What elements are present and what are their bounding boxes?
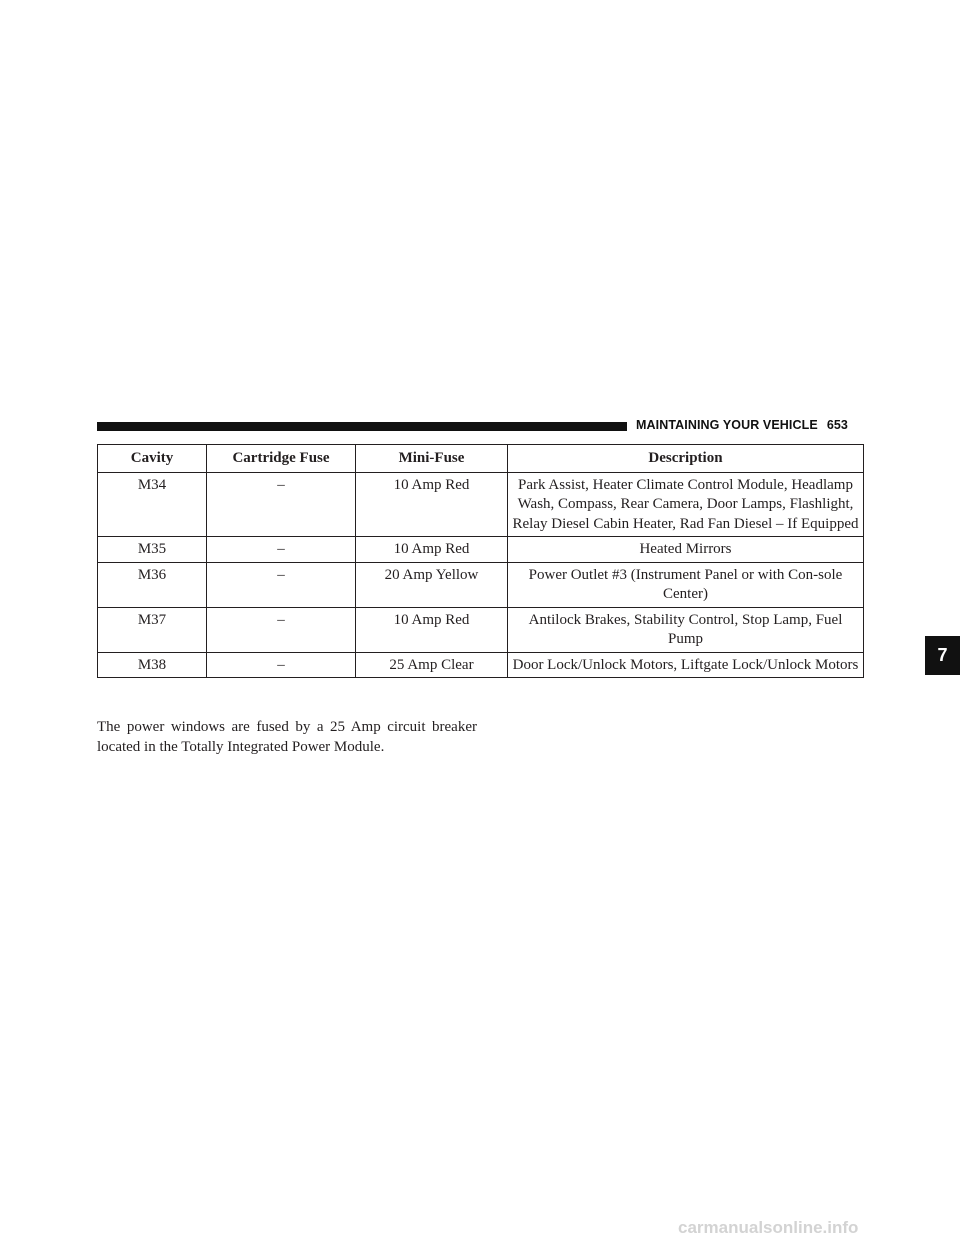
fuse-table [97, 444, 864, 678]
running-header [636, 418, 848, 432]
column-header-description: Description [508, 445, 864, 473]
section-title: MAINTAINING YOUR VEHICLE [636, 418, 818, 432]
description-cell: Park Assist, Heater Climate Control Module, Headlamp Wash, Compass, Rear Camera, Door Lamps, Flashlight, Relay Diesel Cabin Heater, Rad Fan Diesel – If Equipped [508, 472, 864, 537]
mini-fuse-cell: 25 Amp Clear [356, 652, 508, 678]
description-cell: Power Outlet #3 (Instrument Panel or with Con-sole Center) [508, 562, 864, 607]
cavity-cell: M37 [98, 607, 207, 652]
watermark: carmanualsonline.info [678, 1218, 859, 1237]
footnote-text: The power windows are fused by a 25 Amp circuit breaker located in the Totally Integrated Power Module. [97, 719, 477, 755]
cavity-cell: M38 [98, 652, 207, 678]
description-cell: Door Lock/Unlock Motors, Liftgate Lock/Unlock Motors [508, 652, 864, 678]
table-row [98, 537, 864, 563]
chapter-tab: 7 [925, 636, 960, 675]
description-cell: Heated Mirrors [508, 537, 864, 563]
table-row [98, 652, 864, 678]
cavity-cell: M35 [98, 537, 207, 563]
cartridge-fuse-cell: – [207, 472, 356, 537]
column-header-cartridge-fuse: Cartridge Fuse [207, 445, 356, 473]
table-row [98, 607, 864, 652]
cartridge-fuse-cell: – [207, 537, 356, 563]
header-rule [97, 422, 627, 431]
cartridge-fuse-cell: – [207, 652, 356, 678]
mini-fuse-cell: 20 Amp Yellow [356, 562, 508, 607]
table-row [98, 472, 864, 537]
description-cell: Antilock Brakes, Stability Control, Stop Lamp, Fuel Pump [508, 607, 864, 652]
mini-fuse-cell: 10 Amp Red [356, 607, 508, 652]
cartridge-fuse-cell: – [207, 607, 356, 652]
cavity-cell: M34 [98, 472, 207, 537]
table-header-row [98, 445, 864, 473]
table-row [98, 562, 864, 607]
cartridge-fuse-cell: – [207, 562, 356, 607]
column-header-cavity: Cavity [98, 445, 207, 473]
page-number: 653 [826, 418, 848, 432]
mini-fuse-cell: 10 Amp Red [356, 472, 508, 537]
column-header-mini-fuse: Mini-Fuse [356, 445, 508, 473]
mini-fuse-cell: 10 Amp Red [356, 537, 508, 563]
cavity-cell: M36 [98, 562, 207, 607]
